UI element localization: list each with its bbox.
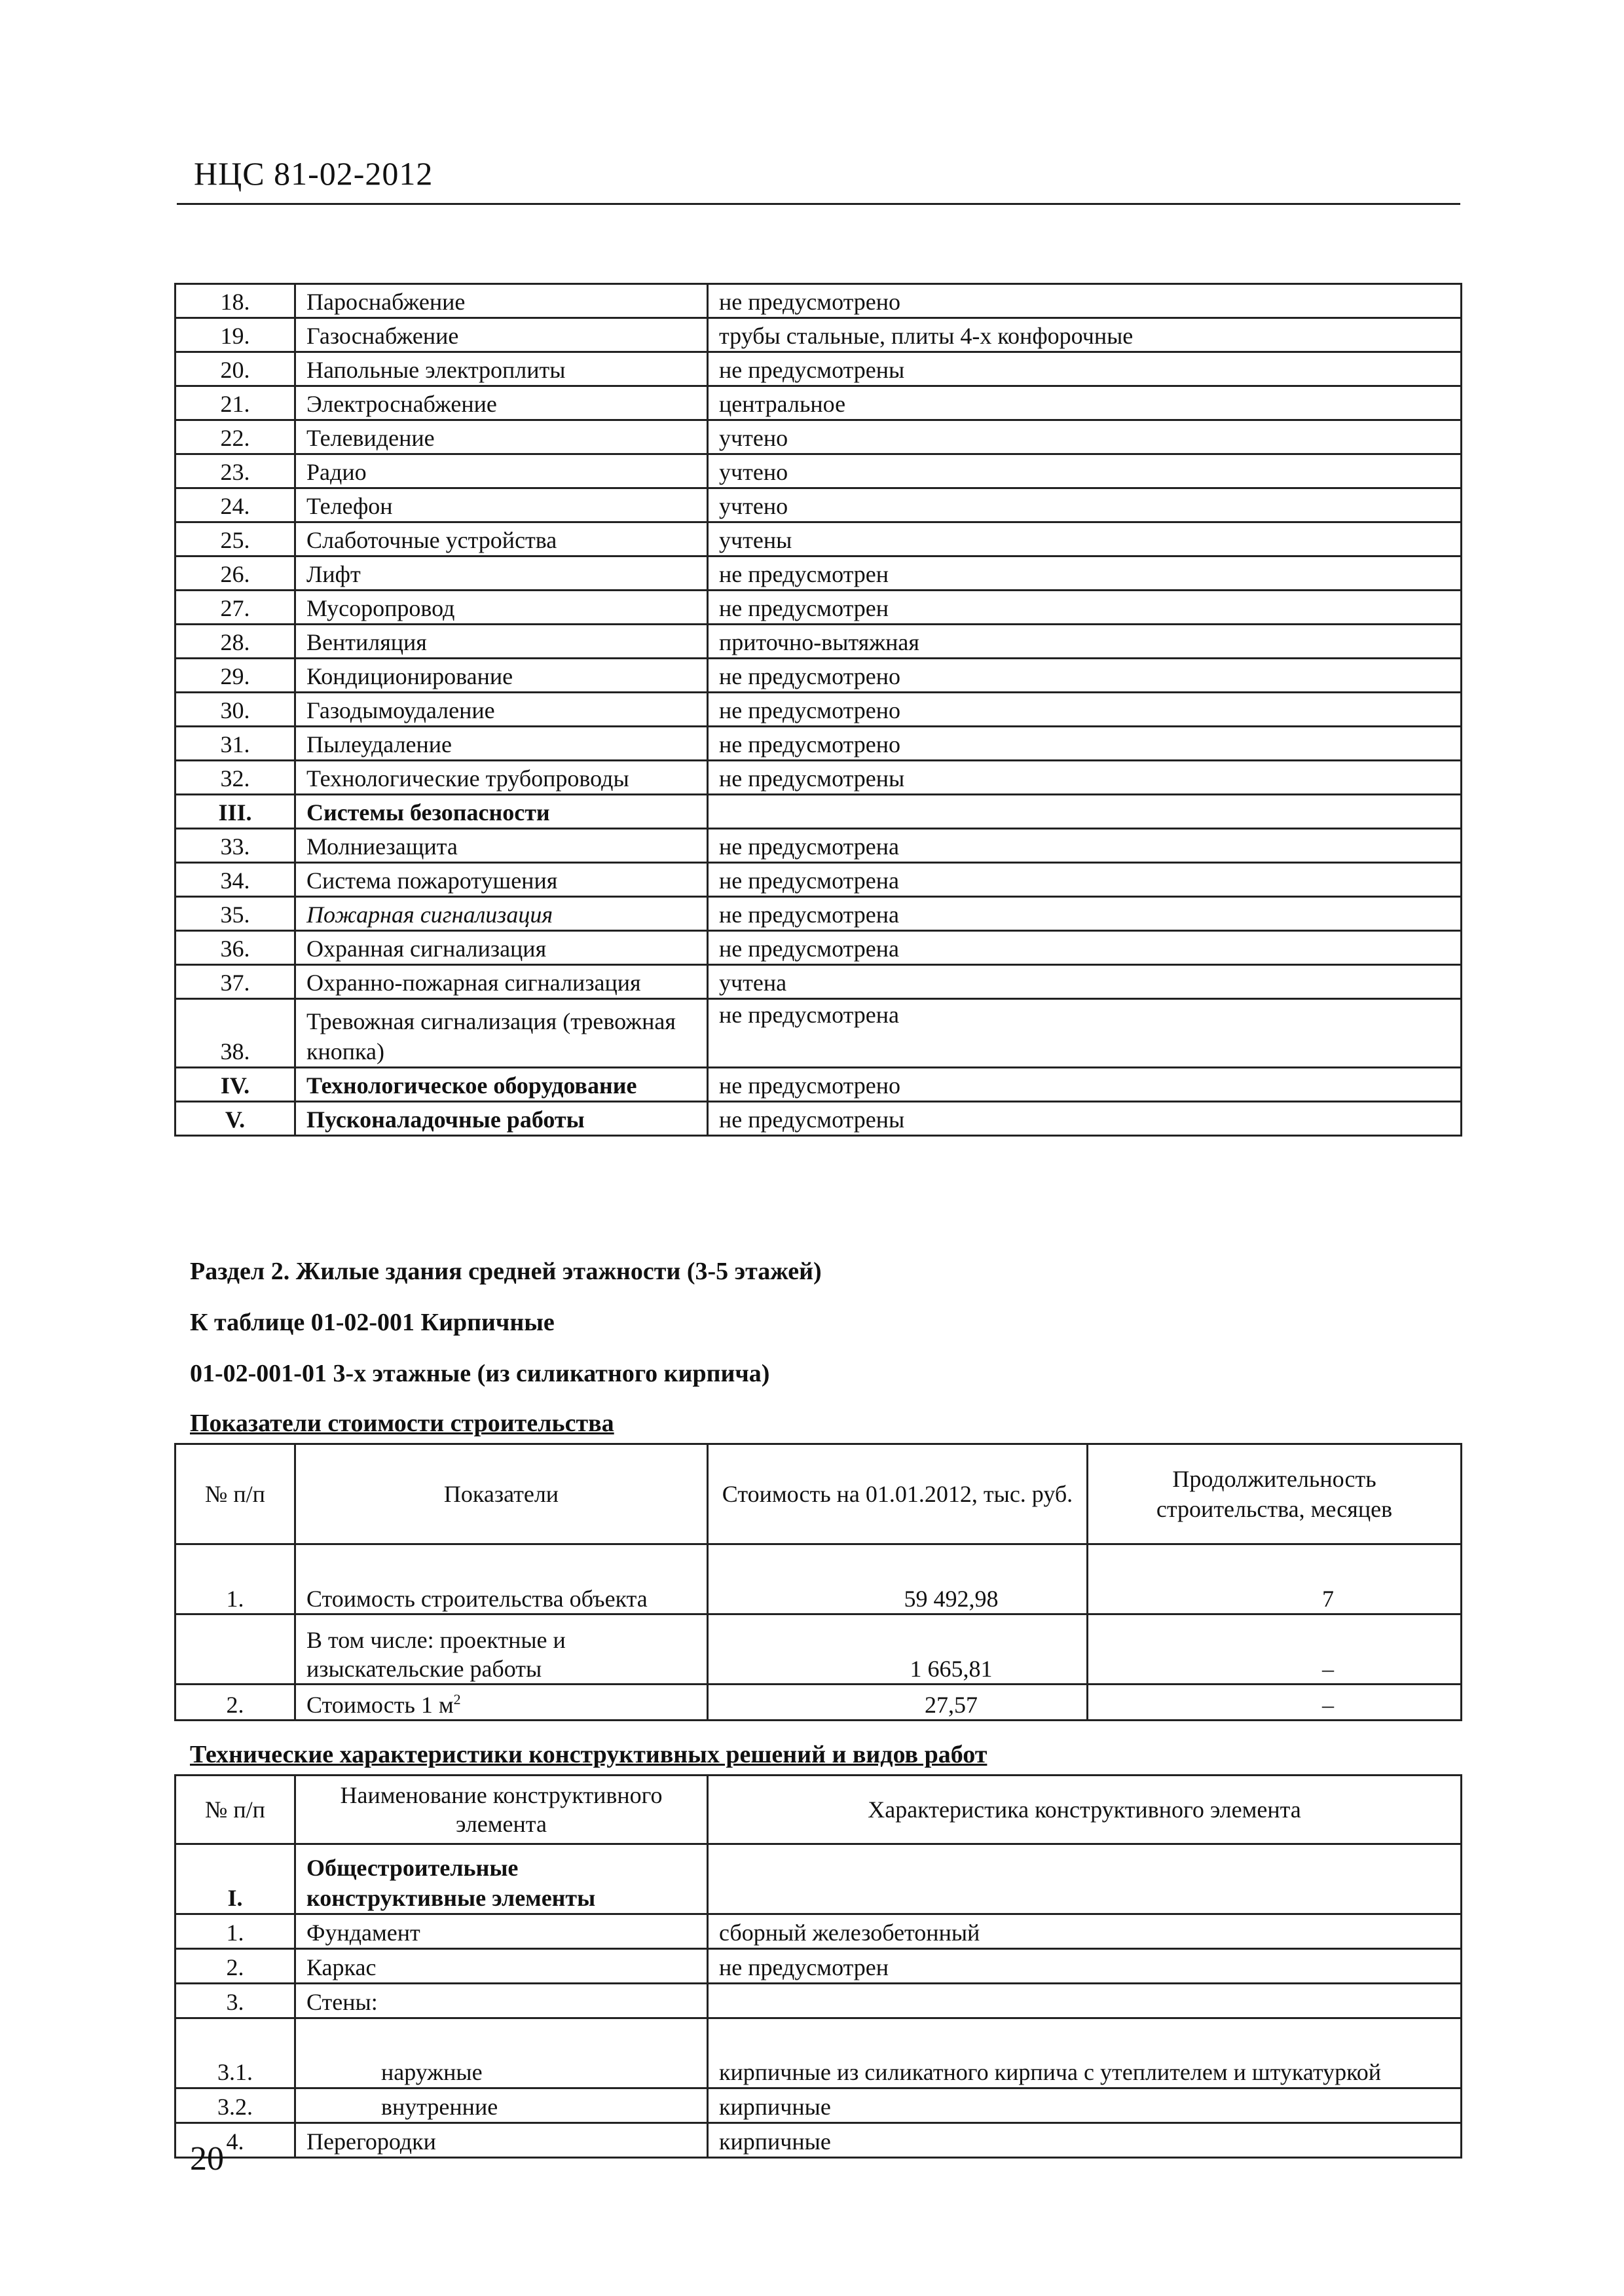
element-value (708, 1844, 1462, 1914)
element-value: не предусмотрена (708, 863, 1462, 897)
table-row (175, 454, 1462, 488)
element-name: Перегородки (295, 2123, 708, 2158)
row-number: 20. (175, 352, 295, 386)
element-value: не предусмотрен (708, 1949, 1462, 1984)
table-row (175, 1984, 1462, 2018)
table-row (175, 522, 1462, 556)
element-name: Фундамент (295, 1914, 708, 1949)
tech-table-caption: Технические характеристики конструктивных решений и видов работ (190, 1741, 987, 1768)
table-row (175, 1068, 1462, 1102)
element-name: Каркас (295, 1949, 708, 1984)
table-row (175, 284, 1462, 318)
element-name: Мусоропровод (295, 591, 708, 625)
row-number: 3.1. (175, 2018, 295, 2088)
cost-value: 1 665,81 (708, 1614, 1088, 1685)
element-value: учтена (708, 965, 1462, 999)
element-name: внутренние (295, 2088, 708, 2123)
element-value: не предусмотрен (708, 556, 1462, 591)
cost-table-caption: Показатели стоимости строительства (190, 1410, 614, 1437)
row-number: 22. (175, 420, 295, 454)
cost-value: 27,57 (708, 1685, 1088, 1721)
element-name: Тревожная сигнализация (тревожная кнопка) (295, 999, 708, 1068)
element-value: не предусмотрено (708, 693, 1462, 727)
table-row (175, 931, 1462, 965)
element-value (708, 795, 1462, 829)
element-name: Пожарная сигнализация (295, 897, 708, 931)
element-value: не предусмотрена (708, 931, 1462, 965)
table-row (175, 727, 1462, 761)
element-value: не предусмотрено (708, 659, 1462, 693)
element-name: Радио (295, 454, 708, 488)
table-row (175, 318, 1462, 352)
element-name: Пусконаладочные работы (295, 1102, 708, 1136)
row-number: 27. (175, 591, 295, 625)
row-number: 36. (175, 931, 295, 965)
table-row (175, 829, 1462, 863)
element-name: Технологические трубопроводы (295, 761, 708, 795)
cost-indicators-table (174, 1443, 1462, 1721)
element-value: приточно-вытяжная (708, 625, 1462, 659)
duration-value: – (1088, 1685, 1462, 1721)
element-name: Напольные электроплиты (295, 352, 708, 386)
table-row (175, 1949, 1462, 1984)
element-value (708, 1984, 1462, 2018)
column-header-num: № п/п (175, 1444, 295, 1544)
header-divider (177, 203, 1460, 205)
indicator-name-text: Стоимость 1 м (306, 1692, 454, 1718)
element-name: Система пожаротушения (295, 863, 708, 897)
element-value: учтено (708, 454, 1462, 488)
element-name: Стены: (295, 1984, 708, 2018)
element-value: не предусмотрен (708, 591, 1462, 625)
row-number: 35. (175, 897, 295, 931)
element-value: кирпичные (708, 2088, 1462, 2123)
table-row (175, 795, 1462, 829)
table-row (175, 420, 1462, 454)
table-row (175, 965, 1462, 999)
engineering-systems-table (174, 283, 1462, 1137)
indicator-name: Стоимость строительства объекта (295, 1544, 708, 1614)
row-number: 19. (175, 318, 295, 352)
row-number: 32. (175, 761, 295, 795)
row-number: 1. (175, 1544, 295, 1614)
element-name: Газодымоудаление (295, 693, 708, 727)
page-number: 20 (190, 2140, 224, 2178)
element-value: сборный железобетонный (708, 1914, 1462, 1949)
row-number (175, 1614, 295, 1685)
element-value: не предусмотрена (708, 999, 1462, 1068)
column-header-duration: Продолжительность строительства, месяцев (1088, 1444, 1462, 1544)
table-row (175, 386, 1462, 420)
table-row (175, 2088, 1462, 2123)
element-name: Телефон (295, 488, 708, 522)
document-code: НЦС 81-02-2012 (194, 155, 434, 192)
row-number: 34. (175, 863, 295, 897)
row-number: 23. (175, 454, 295, 488)
row-number: V. (175, 1102, 295, 1136)
element-name: Телевидение (295, 420, 708, 454)
row-number: 2. (175, 1949, 295, 1984)
row-number: I. (175, 1844, 295, 1914)
column-header-characteristic: Характеристика конструктивного элемента (708, 1776, 1462, 1844)
table-reference-heading: К таблице 01-02-001 Кирпичные (190, 1309, 555, 1336)
element-value: кирпичные (708, 2123, 1462, 2158)
element-value: не предусмотрена (708, 829, 1462, 863)
element-value: учтено (708, 488, 1462, 522)
row-number: III. (175, 795, 295, 829)
row-number: 33. (175, 829, 295, 863)
duration-value: – (1088, 1614, 1462, 1685)
element-name: Охранно-пожарная сигнализация (295, 965, 708, 999)
element-name: Охранная сигнализация (295, 931, 708, 965)
row-number: 3. (175, 1984, 295, 2018)
element-name: Лифт (295, 556, 708, 591)
element-value: учтено (708, 420, 1462, 454)
column-header-num: № п/п (175, 1776, 295, 1844)
table-row (175, 2123, 1462, 2158)
indicator-name (295, 1685, 708, 1721)
table-row (175, 488, 1462, 522)
element-name: Пароснабжение (295, 284, 708, 318)
element-name: Пылеудаление (295, 727, 708, 761)
row-number: IV. (175, 1068, 295, 1102)
table-row (175, 1914, 1462, 1949)
table-row (175, 352, 1462, 386)
element-name: Кондиционирование (295, 659, 708, 693)
element-name: наружные (295, 2018, 708, 2088)
element-name: Электроснабжение (295, 386, 708, 420)
element-value: не предусмотрены (708, 352, 1462, 386)
table-row (175, 897, 1462, 931)
section-heading: Раздел 2. Жилые здания средней этажности (3-5 этажей) (190, 1258, 822, 1285)
row-number: 37. (175, 965, 295, 999)
element-name: Технологическое оборудование (295, 1068, 708, 1102)
row-number: 38. (175, 999, 295, 1068)
table-row (175, 1685, 1462, 1721)
table-row (175, 1544, 1462, 1614)
table-row (175, 556, 1462, 591)
column-header-cost: Стоимость на 01.01.2012, тыс. руб. (708, 1444, 1088, 1544)
row-number: 31. (175, 727, 295, 761)
table-row (175, 1614, 1462, 1685)
row-number: 25. (175, 522, 295, 556)
row-number: 28. (175, 625, 295, 659)
row-number: 18. (175, 284, 295, 318)
element-name: Общестроительные конструктивные элементы (295, 1844, 708, 1914)
table-row (175, 999, 1462, 1068)
element-name: Слаботочные устройства (295, 522, 708, 556)
table-row (175, 659, 1462, 693)
element-name: Газоснабжение (295, 318, 708, 352)
element-value: не предусмотрены (708, 1102, 1462, 1136)
row-number: 30. (175, 693, 295, 727)
element-value: не предусмотрено (708, 284, 1462, 318)
element-value: кирпичные из силикатного кирпича с утеплителем и штукатуркой (708, 2018, 1462, 2088)
row-number: 3.2. (175, 2088, 295, 2123)
element-value: центральное (708, 386, 1462, 420)
row-number: 1. (175, 1914, 295, 1949)
table-row (175, 863, 1462, 897)
element-value: учтены (708, 522, 1462, 556)
table-row (175, 761, 1462, 795)
row-number: 4. (175, 2123, 295, 2158)
table-row (175, 625, 1462, 659)
table-row (175, 1844, 1462, 1914)
element-value: не предусмотрена (708, 897, 1462, 931)
technical-characteristics-table (174, 1774, 1462, 2159)
row-number: 26. (175, 556, 295, 591)
table-row (175, 591, 1462, 625)
column-header-indicator: Показатели (295, 1444, 708, 1544)
element-name: Вентиляция (295, 625, 708, 659)
cost-value: 59 492,98 (708, 1544, 1088, 1614)
row-number: 2. (175, 1685, 295, 1721)
column-header-element: Наименование конструктивного элемента (295, 1776, 708, 1844)
element-value: не предусмотрено (708, 727, 1462, 761)
element-value: не предусмотрены (708, 761, 1462, 795)
row-number: 29. (175, 659, 295, 693)
indicator-name: В том числе: проектные и изыскательские работы (295, 1614, 708, 1685)
row-number: 21. (175, 386, 295, 420)
table-row (175, 693, 1462, 727)
element-name: Молниезащита (295, 829, 708, 863)
duration-value: 7 (1088, 1544, 1462, 1614)
element-value: не предусмотрено (708, 1068, 1462, 1102)
unit-superscript: 2 (453, 1691, 461, 1707)
element-value: трубы стальные, плиты 4-х конфорочные (708, 318, 1462, 352)
table-row (175, 2018, 1462, 2088)
element-name: Системы безопасности (295, 795, 708, 829)
item-code-heading: 01-02-001-01 3-х этажные (из силикатного кирпича) (190, 1360, 770, 1387)
table-row (175, 1102, 1462, 1136)
row-number: 24. (175, 488, 295, 522)
